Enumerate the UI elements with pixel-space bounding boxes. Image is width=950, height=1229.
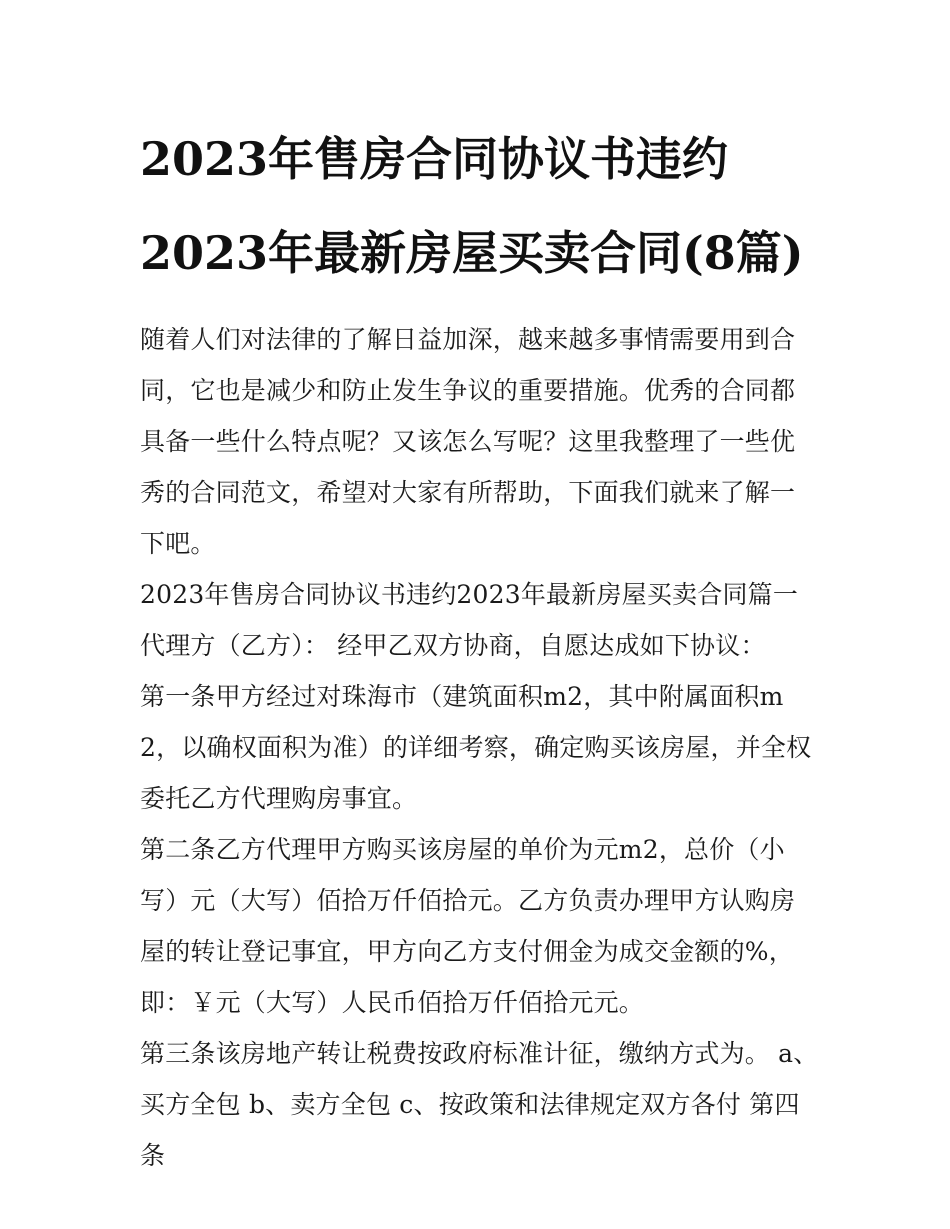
paragraph-intro: 随着人们对法律的了解日益加深，越来越多事情需要用到合同，它也是减少和防止发生争议的重要措施。优秀的合同都具备一些什么特点呢？又该怎么写呢？这里我整理了一些优秀的合同范文，希望对大家有所帮助，下面我们就来了解一下吧。: [140, 325, 796, 558]
paragraph-contract-header: 2023年售房合同协议书违约2023年最新房屋买卖合同篇一 代理方（乙方）： 经甲乙双方协商，自愿达成如下协议：: [140, 580, 799, 660]
paragraph-article-2: 第二条乙方代理甲方购买该房屋的单价为元m2，总价（小写）元（大写）佰拾万仟佰拾元。乙方负责办理甲方认购房屋的转让登记事宜，甲方向乙方支付佣金为成交金额的%，即：￥元（大写）人民币佰拾万仟佰拾元元。: [140, 835, 796, 1017]
paragraph-article-1: 第一条甲方经过对珠海市（建筑面积m2，其中附属面积m2，以确权面积为准）的详细考察，确定购买该房屋，并全权委托乙方代理购房事宜。: [140, 682, 812, 813]
paragraph-article-3: 第三条该房地产转让税费按政府标准计征，缴纳方式为。 a、买方全包 b、卖方全包 c、按政策和法律规定双方各付 第四条: [140, 1039, 819, 1170]
document-page: [140, 112, 820, 1181]
document-title: 2023年售房合同协议书违约2023年最新房屋买卖合同(8篇): [140, 132, 804, 280]
document-body: [140, 314, 820, 1181]
